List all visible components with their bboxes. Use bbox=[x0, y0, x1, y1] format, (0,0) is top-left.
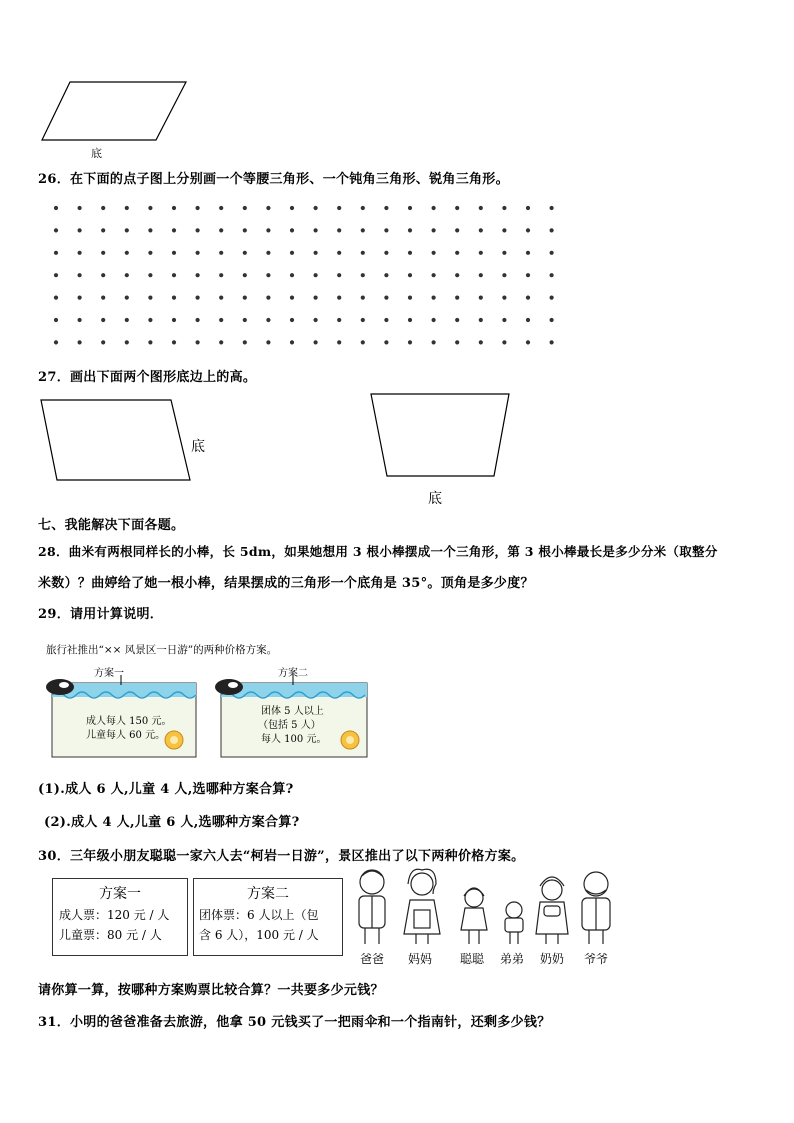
grid-dot bbox=[408, 318, 412, 322]
grid-dot bbox=[408, 340, 412, 344]
grid-dot bbox=[502, 340, 506, 344]
grid-dot bbox=[502, 228, 506, 232]
q30-plan2-line2: 含 6 人），100 元 / 人 bbox=[199, 928, 319, 942]
grid-dot bbox=[125, 206, 129, 210]
grid-dot bbox=[266, 273, 270, 277]
grid-dot bbox=[78, 251, 82, 255]
q29-plan2-title: 方案二 bbox=[278, 668, 308, 679]
grid-dot bbox=[243, 273, 247, 277]
grid-dot bbox=[219, 228, 223, 232]
q30-plan1-line2: 儿童票：80 元 / 人 bbox=[59, 928, 162, 942]
grid-dot bbox=[502, 273, 506, 277]
grid-dot bbox=[54, 206, 58, 210]
grid-dot bbox=[361, 251, 365, 255]
grid-dot bbox=[361, 318, 365, 322]
grid-dot bbox=[455, 318, 459, 322]
grid-dot bbox=[54, 296, 58, 300]
q27-parallelogram bbox=[38, 396, 198, 486]
q29-sub-question-2: (2).成人 4 人,儿童 6 人,选哪种方案合算? bbox=[44, 815, 300, 830]
q27-parallelogram-base-label: 底 bbox=[191, 439, 205, 455]
grid-dot bbox=[550, 251, 554, 255]
grid-dot bbox=[361, 228, 365, 232]
grid-dot bbox=[148, 251, 152, 255]
q29-text: 29．请用计算说明． bbox=[38, 607, 164, 622]
figure-grandma bbox=[536, 877, 568, 944]
q30-plan1-title: 方案一 bbox=[99, 886, 141, 902]
grid-dot bbox=[384, 273, 388, 277]
grid-dot bbox=[337, 296, 341, 300]
grid-dot bbox=[196, 206, 200, 210]
grid-dot bbox=[432, 251, 436, 255]
grid-dot bbox=[101, 206, 105, 210]
grid-dot bbox=[148, 273, 152, 277]
q29-plan2-line3: 每人 100 元。 bbox=[261, 734, 327, 745]
grid-dot bbox=[54, 228, 58, 232]
q26-text: 26．在下面的点子图上分别画一个等腰三角形、一个钝角三角形、锐角三角形。 bbox=[38, 172, 509, 187]
q30-plan2-line1: 团体票：6 人以上（包 bbox=[199, 908, 319, 922]
grid-dot bbox=[196, 273, 200, 277]
grid-dot bbox=[502, 296, 506, 300]
grid-dot bbox=[266, 228, 270, 232]
q30-plan2-title: 方案二 bbox=[247, 886, 289, 902]
grid-dot bbox=[479, 296, 483, 300]
grid-dot bbox=[479, 340, 483, 344]
grid-dot bbox=[526, 273, 530, 277]
grid-dot bbox=[432, 206, 436, 210]
grid-dot bbox=[502, 206, 506, 210]
grid-dot bbox=[432, 273, 436, 277]
grid-dot bbox=[78, 228, 82, 232]
grid-dot bbox=[550, 273, 554, 277]
grid-dot bbox=[479, 228, 483, 232]
grid-dot bbox=[219, 273, 223, 277]
grid-dot bbox=[361, 340, 365, 344]
q29-intro: 旅行社推出“×× 风景区一日游”的两种价格方案。 bbox=[46, 644, 278, 656]
grid-dot bbox=[196, 340, 200, 344]
q27-trapezoid bbox=[368, 390, 513, 482]
q27-text: 27．画出下面两个图形底边上的高。 bbox=[38, 370, 257, 385]
grid-dot bbox=[125, 296, 129, 300]
figure-mom bbox=[404, 869, 440, 944]
grid-dot bbox=[479, 251, 483, 255]
grid-dot bbox=[384, 318, 388, 322]
dot-grid bbox=[48, 200, 578, 350]
grid-dot bbox=[172, 228, 176, 232]
grid-dot bbox=[502, 318, 506, 322]
grid-dot bbox=[550, 206, 554, 210]
figure-congcong bbox=[461, 888, 487, 944]
grid-dot bbox=[314, 206, 318, 210]
grid-dot bbox=[101, 228, 105, 232]
q28-line-2: 米数）？曲婷给了她一根小棒，结果摆成的三角形一个底角是 35°。顶角是多少度？ bbox=[38, 576, 534, 591]
q30-plan1-box bbox=[52, 878, 188, 956]
grid-dot bbox=[101, 251, 105, 255]
grid-dot bbox=[172, 251, 176, 255]
grid-dot bbox=[526, 228, 530, 232]
grid-dot bbox=[290, 296, 294, 300]
grid-dot bbox=[101, 340, 105, 344]
grid-dot bbox=[384, 296, 388, 300]
grid-dot bbox=[550, 296, 554, 300]
grid-dot bbox=[219, 318, 223, 322]
q30-question: 请你算一算，按哪种方案购票比较合算？一共要多少元钱？ bbox=[38, 983, 384, 998]
grid-dot bbox=[172, 296, 176, 300]
grid-dot bbox=[290, 206, 294, 210]
q29-plan1-line1: 成人每人 150 元。 bbox=[86, 716, 172, 727]
grid-dot bbox=[290, 340, 294, 344]
grid-dot bbox=[125, 228, 129, 232]
grid-dot bbox=[172, 206, 176, 210]
grid-dot bbox=[243, 318, 247, 322]
grid-dot bbox=[337, 206, 341, 210]
grid-dot bbox=[314, 228, 318, 232]
grid-dot bbox=[314, 340, 318, 344]
grid-dot bbox=[314, 273, 318, 277]
grid-dot bbox=[78, 206, 82, 210]
grid-dot bbox=[243, 206, 247, 210]
grid-dot bbox=[148, 340, 152, 344]
grid-dot bbox=[196, 318, 200, 322]
grid-dot bbox=[550, 340, 554, 344]
grid-dot bbox=[196, 228, 200, 232]
grid-dot bbox=[432, 228, 436, 232]
grid-dot bbox=[384, 228, 388, 232]
grid-dot bbox=[526, 340, 530, 344]
grid-dot bbox=[314, 296, 318, 300]
grid-dot bbox=[455, 228, 459, 232]
grid-dot bbox=[479, 273, 483, 277]
grid-dot bbox=[196, 296, 200, 300]
grid-dot bbox=[550, 318, 554, 322]
grid-dot bbox=[337, 340, 341, 344]
grid-dot bbox=[337, 228, 341, 232]
figure-dad bbox=[359, 870, 385, 944]
grid-dot bbox=[314, 251, 318, 255]
grid-dot bbox=[455, 340, 459, 344]
grid-dot bbox=[219, 296, 223, 300]
family-label-grandma: 奶奶 bbox=[540, 952, 565, 966]
grid-dot bbox=[384, 251, 388, 255]
grid-dot bbox=[243, 340, 247, 344]
grid-dot bbox=[455, 206, 459, 210]
grid-dot bbox=[408, 228, 412, 232]
q28-line-1: 28．曲米有两根同样长的小棒，长 5dm，如果她想用 3 根小棒摆成一个三角形，第 3 根小棒最长是多少分米（取整分 bbox=[38, 544, 718, 559]
q30-family-labels bbox=[352, 950, 620, 966]
q30-family-illustration bbox=[350, 866, 618, 946]
grid-dot bbox=[432, 340, 436, 344]
grid-dot bbox=[526, 296, 530, 300]
grid-dot bbox=[432, 296, 436, 300]
grid-dot bbox=[219, 340, 223, 344]
grid-dot bbox=[148, 296, 152, 300]
grid-dot bbox=[455, 251, 459, 255]
grid-dot bbox=[78, 273, 82, 277]
q29-plan1-line2: 儿童每人 60 元。 bbox=[86, 730, 166, 741]
grid-dot bbox=[196, 251, 200, 255]
grid-dot bbox=[455, 296, 459, 300]
grid-dot bbox=[337, 273, 341, 277]
q29-plan2-line2: （包括 5 人） bbox=[258, 720, 321, 731]
grid-dot bbox=[266, 206, 270, 210]
grid-dot bbox=[337, 318, 341, 322]
section-7-heading: 七、我能解决下面各题。 bbox=[38, 518, 185, 533]
q29-plan1-title: 方案一 bbox=[94, 668, 124, 679]
grid-dot bbox=[290, 228, 294, 232]
grid-dot bbox=[172, 340, 176, 344]
family-label-brother: 弟弟 bbox=[500, 952, 525, 966]
grid-dot bbox=[266, 318, 270, 322]
q30-text: 30．三年级小朋友聪聪一家六人去“柯岩一日游”，景区推出了以下两种价格方案。 bbox=[38, 849, 525, 864]
grid-dot bbox=[101, 273, 105, 277]
grid-dot bbox=[54, 273, 58, 277]
q31-text: 31．小明的爸爸准备去旅游，他拿 50 元钱买了一把雨伞和一个指南针，还剩多少钱？ bbox=[38, 1015, 551, 1030]
grid-dot bbox=[432, 318, 436, 322]
grid-dot bbox=[290, 318, 294, 322]
grid-dot bbox=[502, 251, 506, 255]
grid-dot bbox=[408, 251, 412, 255]
family-label-congcong: 聪聪 bbox=[460, 952, 485, 966]
grid-dot bbox=[101, 296, 105, 300]
grid-dot bbox=[266, 251, 270, 255]
grid-dot bbox=[266, 340, 270, 344]
grid-dot bbox=[54, 340, 58, 344]
grid-dot bbox=[78, 340, 82, 344]
grid-dot bbox=[408, 273, 412, 277]
grid-dot bbox=[243, 251, 247, 255]
grid-dot bbox=[243, 228, 247, 232]
grid-dot bbox=[408, 206, 412, 210]
figure-grandpa bbox=[582, 872, 610, 944]
grid-dot bbox=[479, 206, 483, 210]
q25-parallelogram bbox=[36, 78, 196, 146]
grid-dot bbox=[550, 228, 554, 232]
figure-brother bbox=[505, 902, 523, 944]
family-label-grandpa: 爷爷 bbox=[584, 952, 609, 966]
grid-dot bbox=[526, 318, 530, 322]
grid-dot bbox=[526, 251, 530, 255]
grid-dot bbox=[54, 318, 58, 322]
grid-dot bbox=[290, 251, 294, 255]
grid-dot bbox=[337, 251, 341, 255]
q29-plan2-line1: 团体 5 人以上 bbox=[261, 706, 324, 717]
grid-dot bbox=[243, 296, 247, 300]
grid-dot bbox=[172, 318, 176, 322]
q25-base-label: 底 bbox=[91, 147, 102, 160]
grid-dot bbox=[314, 318, 318, 322]
grid-dot bbox=[290, 273, 294, 277]
grid-dot bbox=[78, 296, 82, 300]
grid-dot bbox=[361, 273, 365, 277]
q29-sub-question-1: (1).成人 6 人,儿童 4 人,选哪种方案合算? bbox=[38, 782, 294, 797]
q30-plan1-line1: 成人票：120 元 / 人 bbox=[59, 908, 170, 922]
grid-dot bbox=[266, 296, 270, 300]
family-label-mom: 妈妈 bbox=[408, 952, 433, 966]
family-label-dad: 爸爸 bbox=[360, 952, 385, 966]
grid-dot bbox=[148, 206, 152, 210]
grid-dot bbox=[125, 318, 129, 322]
grid-dot bbox=[384, 206, 388, 210]
grid-dot bbox=[125, 251, 129, 255]
grid-dot bbox=[125, 273, 129, 277]
grid-dot bbox=[54, 251, 58, 255]
grid-dot bbox=[526, 206, 530, 210]
grid-dot bbox=[219, 206, 223, 210]
grid-dot bbox=[148, 318, 152, 322]
grid-dot bbox=[172, 273, 176, 277]
grid-dot bbox=[125, 340, 129, 344]
grid-dot bbox=[384, 340, 388, 344]
grid-dot bbox=[361, 296, 365, 300]
grid-dot bbox=[455, 273, 459, 277]
grid-dot bbox=[101, 318, 105, 322]
grid-dot bbox=[408, 296, 412, 300]
q30-plan2-box bbox=[193, 878, 343, 956]
grid-dot bbox=[219, 251, 223, 255]
grid-dot bbox=[148, 228, 152, 232]
grid-dot bbox=[479, 318, 483, 322]
q27-trapezoid-base-label: 底 bbox=[428, 491, 442, 507]
grid-dot bbox=[361, 206, 365, 210]
grid-dot bbox=[78, 318, 82, 322]
